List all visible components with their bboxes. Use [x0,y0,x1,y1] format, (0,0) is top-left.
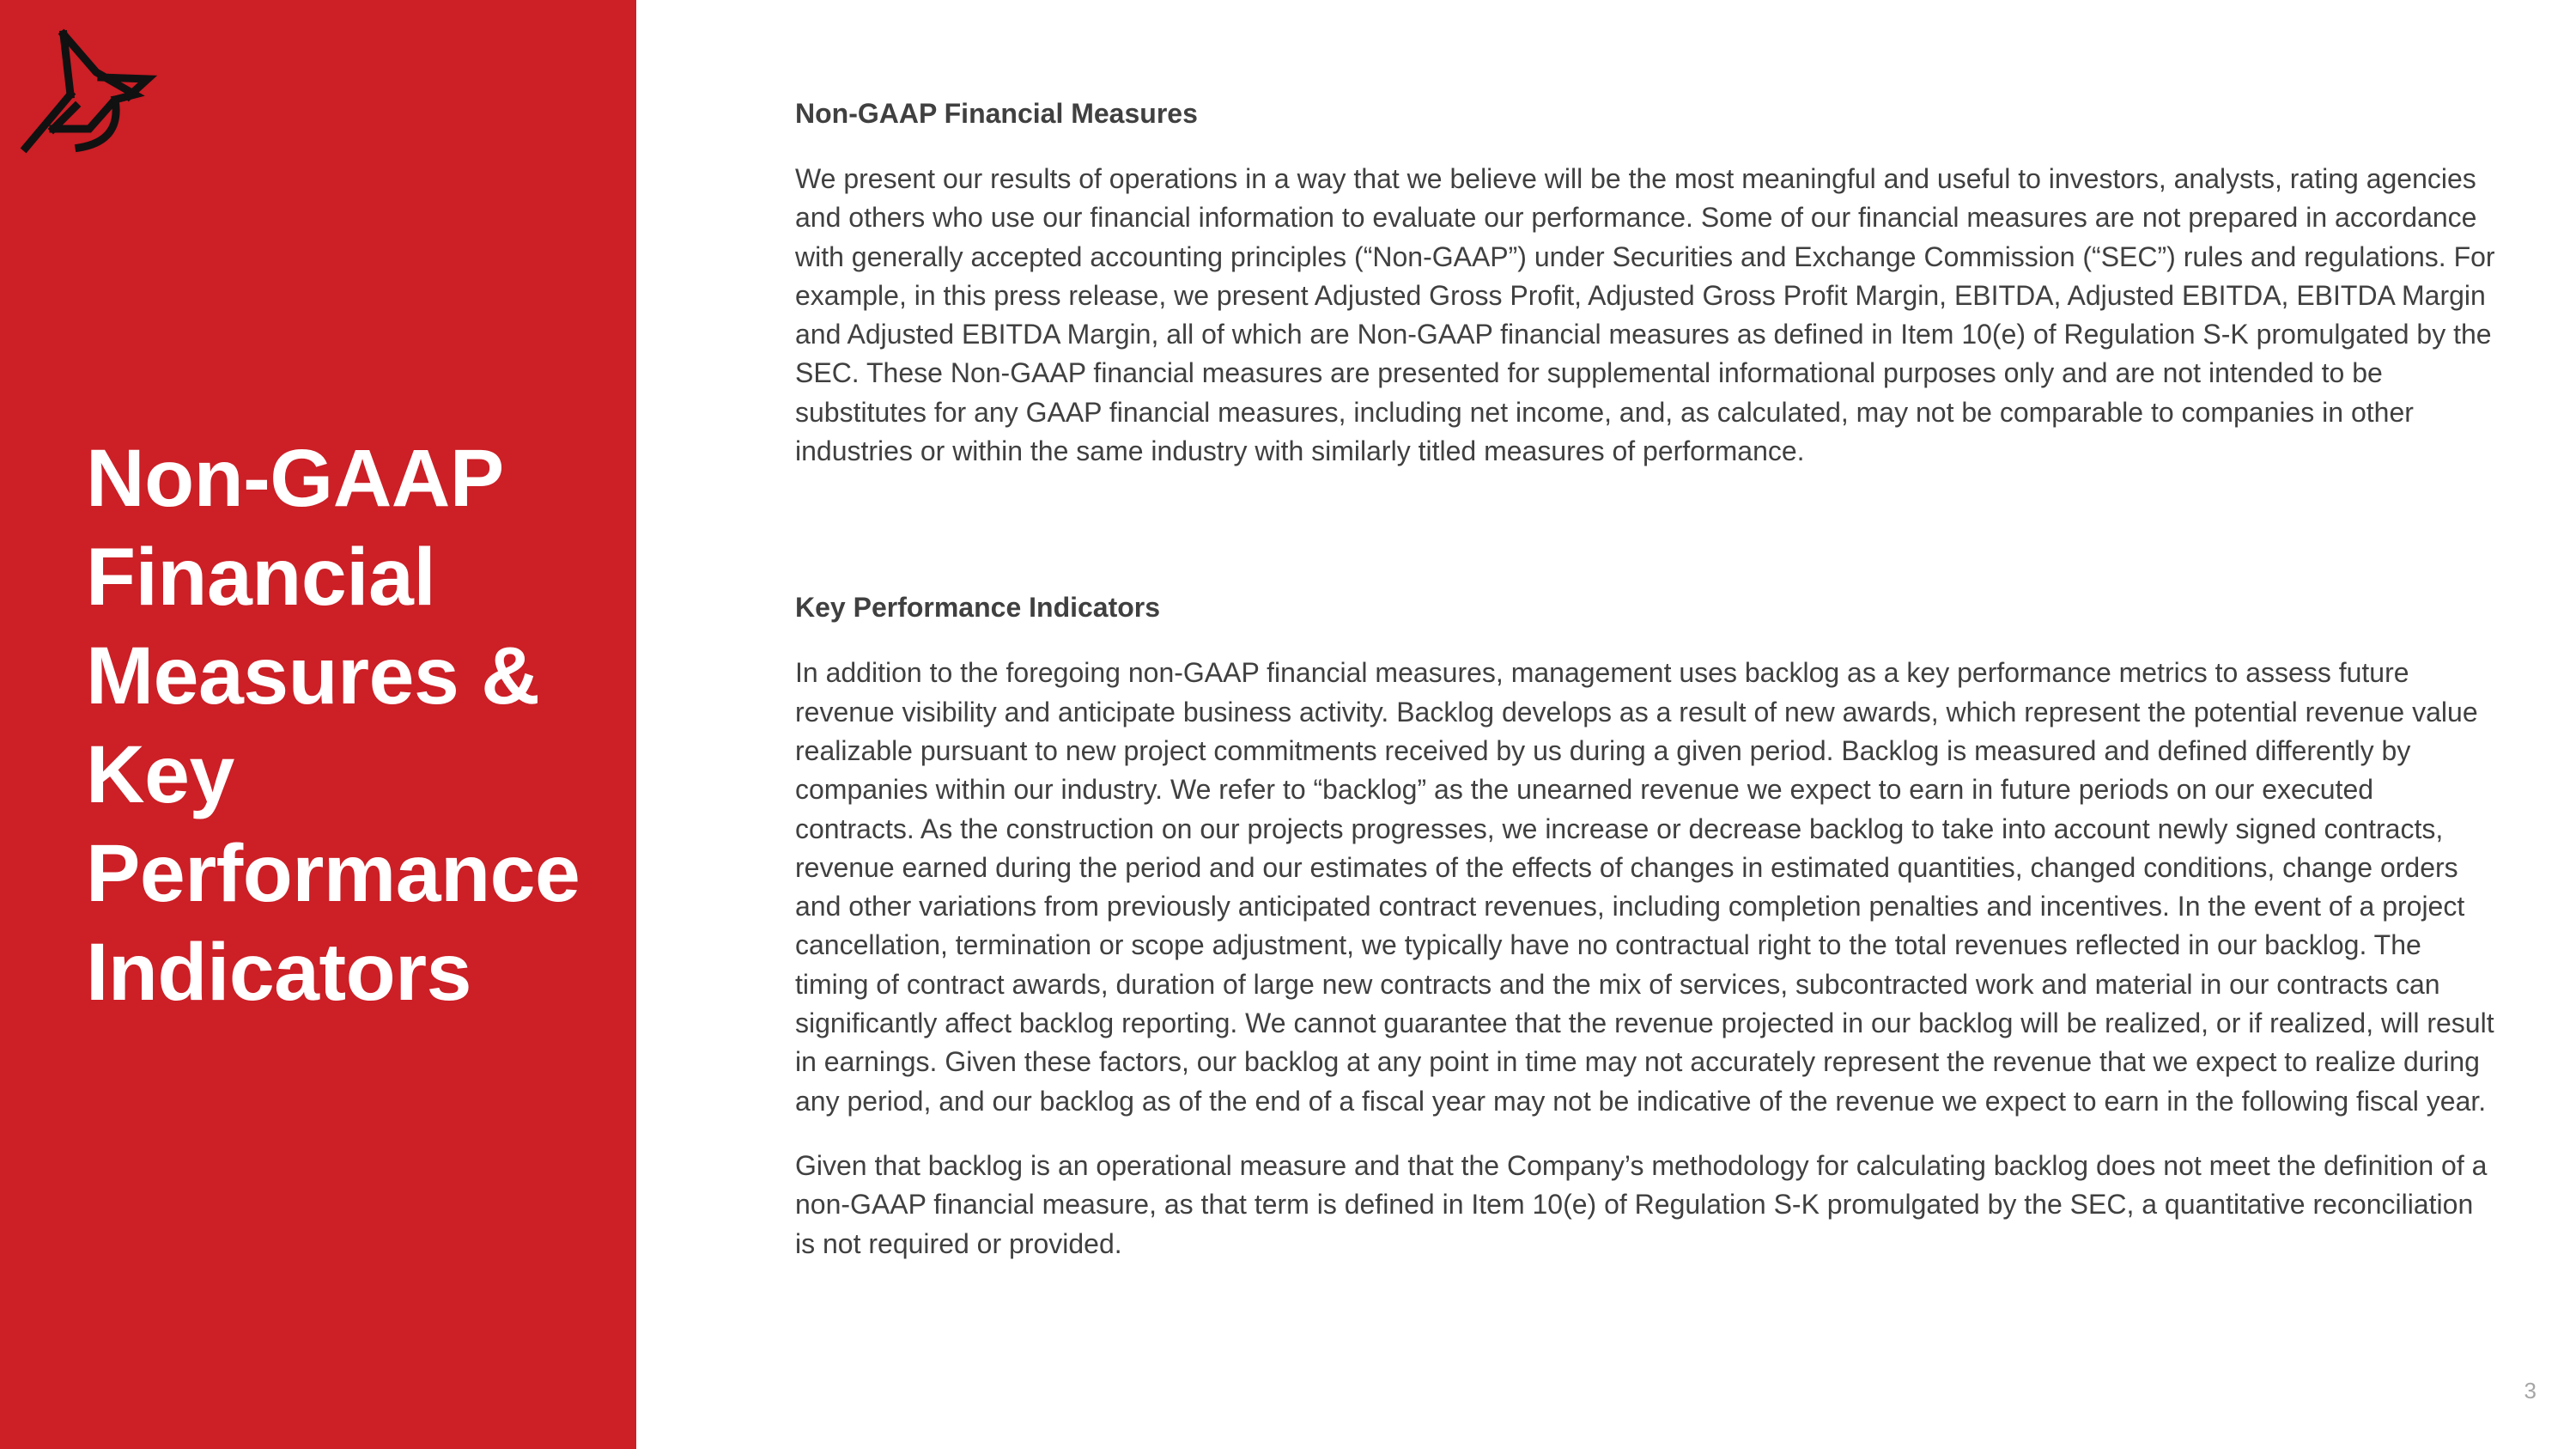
paragraph-kpi-reconciliation: Given that backlog is an operational measure and that the Company’s methodology for calculating backlog does not meet the definition of a non-GAAP financial measure, as that term is defined in Item 10(e) of Regulation S-K promulgated by the SEC, a quantitative reconciliation is not required or provided. [795,1149,2488,1259]
title-panel [0,0,636,1449]
section-spacer [795,496,2495,587]
cardinal-bird-logo-icon [19,27,161,156]
content-area [795,93,2495,1289]
paragraph-non-gaap: We present our results of operations in a way that we believe will be the most meaningful and useful to investors, analysts, rating agencies and others who use our financial information to evaluate our performance. Some of our financial measures are not prepared in accordance with generally accepted accounting principles (“Non-GAAP”) under Securities and Exchange Commission (“SEC”) rules and regulations. For example, in this press release, we present Adjusted Gross Profit, Adjusted Gross Profit Margin, EBITDA, Adjusted EBITDA, EBITDA Margin and Adjusted EBITDA Margin, all of which are Non-GAAP financial measures as defined in Item 10(e) of Regulation S-K promulgated by the SEC. These Non-GAAP financial measures are presented for supplemental informational purposes only and are not intended to be substitutes for any GAAP financial measures, including net income, and, as calculated, may not be comparable to companies in other industries or within the same industry with similarly titled measures of performance. [795,163,2495,467]
section-heading-kpi: Key Performance Indicators [795,592,1161,624]
paragraph-kpi-backlog: In addition to the foregoing non-GAAP financial measures, management uses backlog as a key performance metrics to assess future revenue visibility and anticipate business activity. Backlog develops as a result of new awards, which represent the potential revenue value realizable pursuant to new project commitments received by us during a given period. Backlog is measured and defined differently by companies within our industry. We refer to “backlog” as the unearned revenue we expect to earn in future periods on our executed contracts. As the construction on our projects progresses, we increase or decrease backlog to take into account newly signed contracts, revenue earned during the period and our estimates of the effects of changes in estimated quantities, changed conditions, change orders and other variations from previously anticipated contract revenues, including completion penalties and incentives. In the event of a project cancellation, termination or scope adjustment, we typically have no contractual right to the total revenues reflected in our backlog. The timing of contract awards, duration of large new contracts and the mix of services, subcontracted work and material in our contracts can significantly affect backlog reporting. We cannot guarantee that the revenue projected in our backlog will be realized, or if realized, will result in earnings. Given these factors, our backlog at any point in time may not accurately represent the revenue that we expect to realize during any period, and our backlog as of the end of a fiscal year may not be indicative of the revenue we expect to earn in the following fiscal year. [795,657,2494,1117]
page-number: 3 [2524,1378,2537,1403]
section-heading-non-gaap: Non-GAAP Financial Measures [795,98,1198,129]
slide-title: Non-GAAP Financial Measures & Key Performance Indicators [86,433,580,1018]
